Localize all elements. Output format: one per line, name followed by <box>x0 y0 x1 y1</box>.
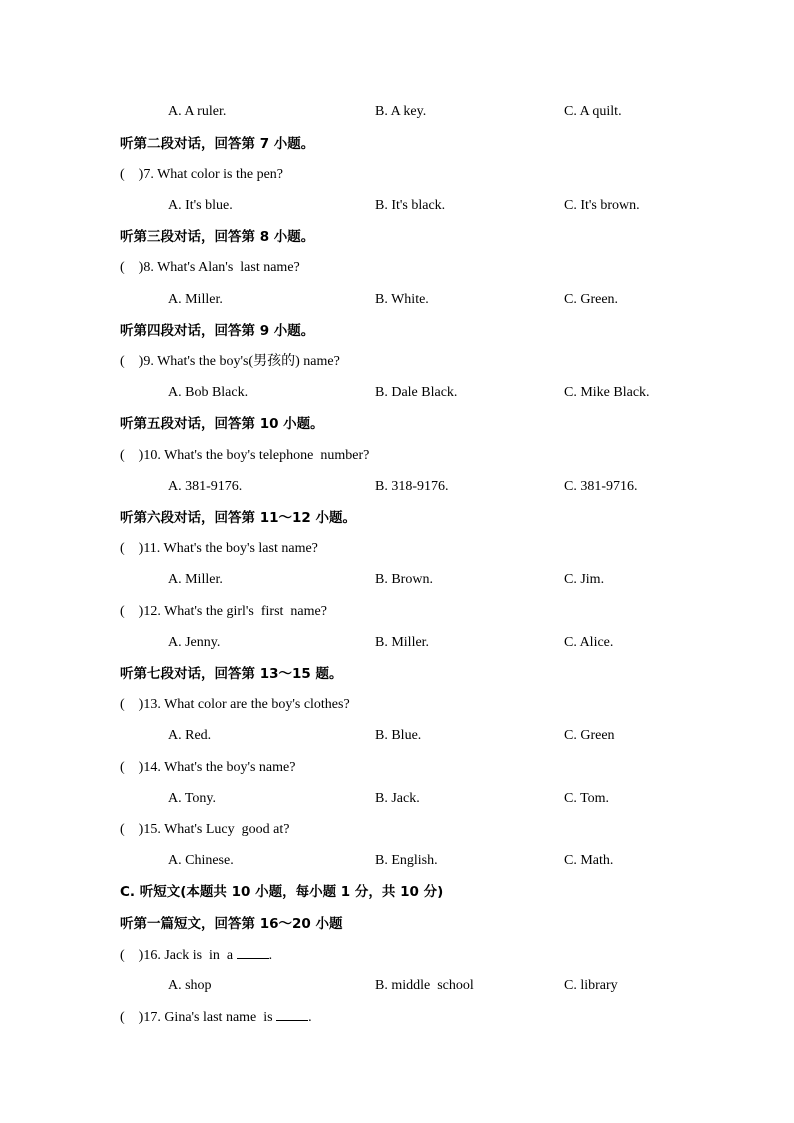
q16-stem <box>120 944 794 966</box>
q13-option-b: B. Blue. <box>375 728 422 743</box>
q8-option-b: B. White. <box>375 292 429 307</box>
passage-1-heading: 听第一篇短文，回答第 16～20 小题 <box>120 916 343 932</box>
q11-stem: ( )11. What's the boy's last name? <box>120 541 318 556</box>
q9-option-b: B. Dale Black. <box>375 385 458 400</box>
q10-option-a: A. 381-9176. <box>168 479 243 494</box>
q9-option-c: C. Mike Black. <box>564 385 650 400</box>
q12-option-b: B. Miller. <box>375 635 430 650</box>
q7-option-a: A. It's blue. <box>168 198 233 213</box>
part-c-heading: C. 听短文(本题共 10 小题，每小题 1 分，共 10 分) <box>120 884 444 900</box>
q11-option-b: B. Brown. <box>375 572 433 587</box>
q11-options <box>0 569 794 591</box>
q6-option-a: A. A ruler. <box>168 104 227 119</box>
q14-option-a: A. Tony. <box>168 791 217 806</box>
q13-option-c: C. Green <box>564 728 615 743</box>
q10-option-b: B. 318-9176. <box>375 479 449 494</box>
q10-stem: ( )10. What's the boy's telephone number? <box>120 448 370 463</box>
section-2-heading: 听第二段对话，回答第 7 小题。 <box>120 136 315 152</box>
q7-stem: ( )7. What color is the pen? <box>120 167 284 182</box>
q12-option-c: C. Alice. <box>564 635 614 650</box>
q13-options <box>0 725 794 747</box>
q7-option-b: B. It's black. <box>375 198 446 213</box>
q17-stem <box>120 1006 794 1028</box>
q16-option-a: A. shop <box>168 978 212 993</box>
section-7-heading: 听第七段对话，回答第 13～15 题。 <box>120 666 343 682</box>
section-3-heading: 听第三段对话，回答第 8 小题。 <box>120 229 315 245</box>
q8-option-c: C. Green. <box>564 292 619 307</box>
q8-option-a: A. Miller. <box>168 292 223 307</box>
q15-options <box>0 850 794 872</box>
q15-option-b: B. English. <box>375 853 438 868</box>
q14-option-c: C. Tom. <box>564 791 610 806</box>
q14-option-b: B. Jack. <box>375 791 420 806</box>
q7-option-c: C. It's brown. <box>564 198 640 213</box>
q17-blank <box>276 1006 308 1021</box>
q10-options <box>0 476 794 498</box>
q13-stem: ( )13. What color are the boy's clothes? <box>120 697 350 712</box>
section-6-heading: 听第六段对话，回答第 11～12 小题。 <box>120 510 356 526</box>
q12-option-a: A. Jenny. <box>168 635 221 650</box>
q16-blank <box>237 944 269 959</box>
q11-option-c: C. Jim. <box>564 572 605 587</box>
q9-stem: ( )9. What's the boy's(男孩的) name? <box>120 354 340 369</box>
q9-options <box>0 382 794 404</box>
q14-options <box>0 788 794 810</box>
q15-stem: ( )15. What's Lucy good at? <box>120 822 290 837</box>
q16-text: ( )16. Jack is in a <box>120 948 234 963</box>
q17-text: ( )17. Gina's last name is <box>120 1010 273 1025</box>
q7-options <box>0 195 794 217</box>
q12-options <box>0 632 794 654</box>
q15-option-c: C. Math. <box>564 853 614 868</box>
q8-stem: ( )8. What's Alan's last name? <box>120 260 300 275</box>
q13-option-a: A. Red. <box>168 728 212 743</box>
q16-end: . <box>268 948 273 963</box>
q8-options <box>0 289 794 311</box>
q14-stem: ( )14. What's the boy's name? <box>120 760 296 775</box>
q6-options <box>0 101 794 123</box>
q9-option-a: A. Bob Black. <box>168 385 249 400</box>
q6-option-b: B. A key. <box>375 104 427 119</box>
q16-option-c: C. library <box>564 978 618 993</box>
q10-option-c: C. 381-9716. <box>564 479 638 494</box>
q17-end: . <box>308 1010 312 1025</box>
q16-options <box>0 975 794 997</box>
q6-option-c: C. A quilt. <box>564 104 622 119</box>
q12-stem: ( )12. What's the girl's first name? <box>120 604 327 619</box>
q15-option-a: A. Chinese. <box>168 853 234 868</box>
q11-option-a: A. Miller. <box>168 572 223 587</box>
section-4-heading: 听第四段对话，回答第 9 小题。 <box>120 323 315 339</box>
section-5-heading: 听第五段对话，回答第 10 小题。 <box>120 416 324 432</box>
q16-option-b: B. middle school <box>375 978 474 993</box>
